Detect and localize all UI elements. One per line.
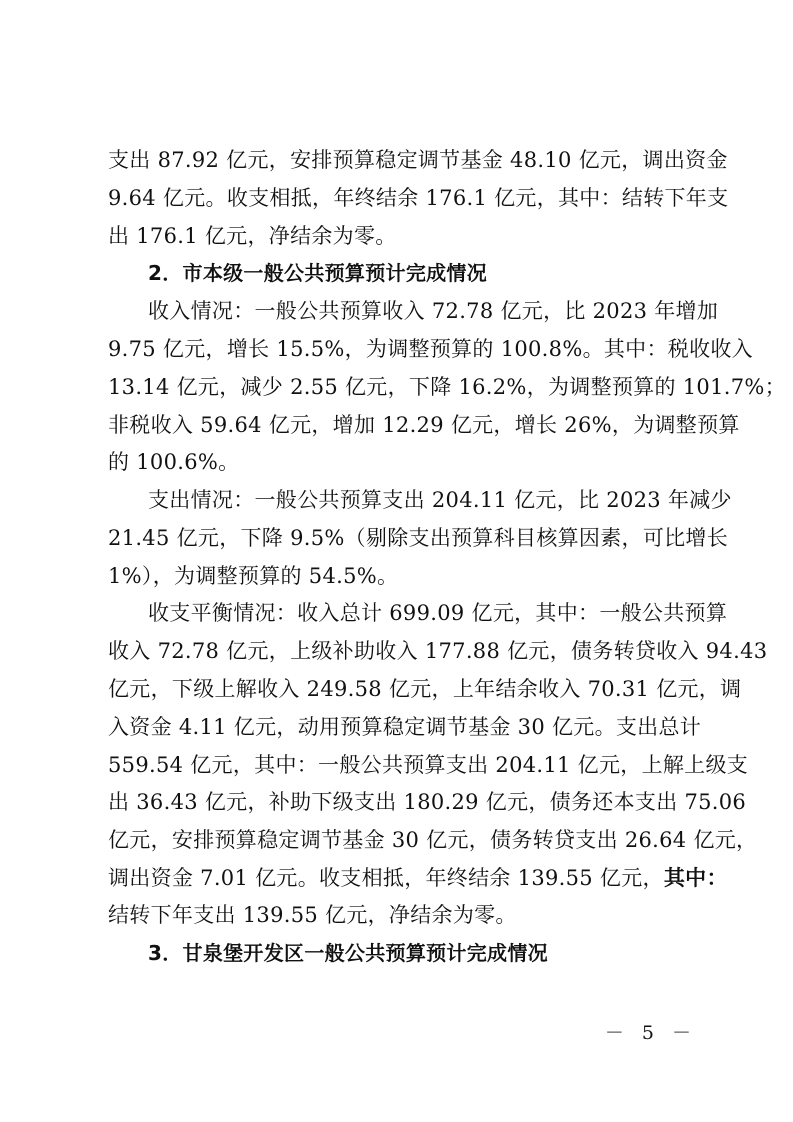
paragraph-line: 结转下年支出 139.55 亿元，净结余为零。 — [108, 903, 517, 927]
paragraph-line — [108, 862, 728, 894]
paragraph-line: 收支平衡情况：收入总计 699.09 亿元，其中：一般公共预算 — [148, 601, 728, 625]
paragraph-text: 调出资金 7.01 亿元。收支相抵，年终结余 139.55 亿元， — [108, 866, 664, 890]
page-number: － 5 － — [604, 1022, 697, 1044]
section-heading-2: 2．市本级一般公共预算预计完成情况 — [148, 261, 488, 285]
paragraph-line: 21.45 亿元，下降 9.5%（剔除支出预算科目核算因素，可比增长 — [108, 526, 729, 550]
paragraph-line: 入资金 4.11 亿元，动用预算稳定调节基金 30 亿元。支出总计 — [108, 715, 702, 739]
paragraph-line: 1%），为调整预算的 54.5%。 — [108, 564, 399, 588]
paragraph-line: 收入情况：一般公共预算收入 72.78 亿元，比 2023 年增加 — [148, 299, 719, 323]
paragraph-line: 9.75 亿元，增长 15.5%，为调整预算的 100.8%。其中：税收收入 — [108, 337, 753, 361]
paragraph-line: 亿元，下级上解收入 249.58 亿元，上年结余收入 70.31 亿元，调 — [108, 677, 742, 701]
paragraph-line: 非税收入 59.64 亿元，增加 12.29 亿元，增长 26%，为调整预算 — [108, 413, 740, 437]
paragraph-line: 亿元，安排预算稳定调节基金 30 亿元，债务转贷支出 26.64 亿元， — [108, 828, 758, 852]
paragraph-line: 的 100.6%。 — [108, 450, 240, 474]
paragraph-line: 9.64 亿元。收支相抵，年终结余 176.1 亿元，其中：结转下年支 — [108, 186, 729, 210]
paragraph-line: 支出情况：一般公共预算支出 204.11 亿元，比 2023 年减少 — [148, 488, 732, 512]
paragraph-line: 出 176.1 亿元，净结余为零。 — [108, 224, 397, 248]
paragraph-line: 出 36.43 亿元，补助下级支出 180.29 亿元，债务还本支出 75.06 — [108, 790, 747, 814]
paragraph-line: 559.54 亿元，其中：一般公共预算支出 204.11 亿元，上解上级支 — [108, 753, 749, 777]
paragraph-line: 13.14 亿元，减少 2.55 亿元，下降 16.2%，为调整预算的 101.7%； — [108, 375, 786, 399]
section-heading-3: 3．甘泉堡开发区一般公共预算预计完成情况 — [148, 941, 548, 965]
paragraph-line: 收入 72.78 亿元，上级补助收入 177.88 亿元，债务转贷收入 94.43 — [108, 639, 768, 663]
bold-text: 其中： — [663, 866, 728, 890]
paragraph-line: 支出 87.92 亿元，安排预算稳定调节基金 48.10 亿元，调出资金 — [108, 148, 728, 172]
